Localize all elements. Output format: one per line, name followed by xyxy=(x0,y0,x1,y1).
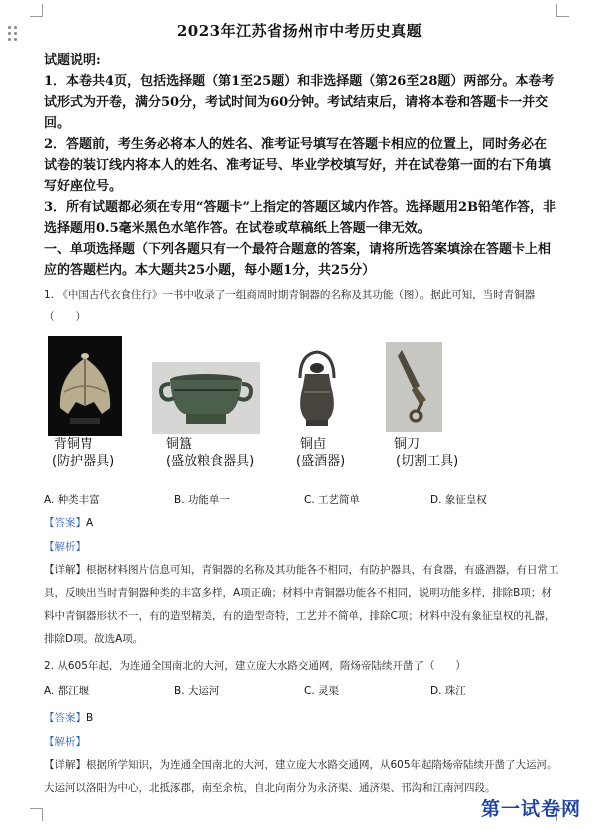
question-2-stem: 2. 从605年起，为连通全国南北的大河，建立庞大水路交通网，隋炀帝陆续开凿了（ ） xyxy=(44,660,466,672)
q2-answer xyxy=(44,706,560,730)
figure-knife-name: 铜刀 xyxy=(394,437,421,452)
instruction-2: 2．答题前，考生务必将本人的姓名、准考证号填写在答题卡相应的位置上，同时务必在试卷的装订线内将本人的姓名、准考证号、毕业学校填写好，并在试卷第一面的右下角填写好座位号。 xyxy=(44,137,552,194)
q2-option-b[interactable]: B. 大运河 xyxy=(174,685,220,697)
figure-helmet-function: (防护器具) xyxy=(52,454,115,469)
q2-detail-label: 【详解】 xyxy=(44,759,86,771)
document-body xyxy=(44,50,560,800)
q2-option-c[interactable]: C. 灵渠 xyxy=(304,685,340,697)
figure-gui-function: (盛放粮食器具) xyxy=(166,454,255,469)
crop-mark-top-right xyxy=(556,4,569,17)
instruction-3: 3．所有试题都必须在专用“答题卡”上指定的答题区域内作答。选择题用2B铅笔作答，非选择题用0.5毫米黑色水笔作答。在试卷或草稿纸上答题一律无效。 xyxy=(44,200,557,236)
figure-helmet-name: 背铜胄 xyxy=(54,437,94,452)
q2-option-a[interactable]: A. 都江堰 xyxy=(44,685,90,697)
q1-detail xyxy=(44,559,560,651)
site-watermark: 第一试卷网 xyxy=(480,798,581,820)
instructions-heading: 试题说明: xyxy=(44,53,101,68)
q2-option-d[interactable]: D. 珠江 xyxy=(430,685,466,697)
q1-option-d[interactable]: D. 象征皇权 xyxy=(430,494,487,506)
q1-option-a[interactable]: A. 种类丰富 xyxy=(44,494,100,506)
q1-detail-label: 【详解】 xyxy=(44,564,86,576)
q1-detail-text: 根据材料图片信息可知，青铜器的名称及其功能各不相同，有防护器具，有食器，有盛酒器，有日常工具，反映出当时青铜器种类的丰富多样，A项正确；材料中青铜器功能各不相同，说明功能多样，排除B项；材料中青铜器形状不一，有的造型精美，有的造型奇特，工艺并不简单，排除C项；材料中没有象征皇权的礼器，排除D项。故选A项。 xyxy=(44,564,559,645)
crop-mark-top-left xyxy=(30,4,43,17)
bronze-gui-image xyxy=(152,362,260,434)
question-2-options xyxy=(44,681,560,702)
q2-detail-text: 根据所学知识，为连通全国南北的大河，建立庞大水路交通网，从605年起隋炀帝陆续开凿了大运河。大运河以洛阳为中心，北抵涿郡，南至余杭，自北向南分为永济渠、通济渠、邗沟和江南河四段。 xyxy=(44,759,558,794)
instruction-1: 1．本卷共4页，包括选择题（第1至25题）和非选择题（第26至28题）两部分。本卷考试形式为开卷，满分50分，考试时间为60分钟。考试结束后，请将本卷和答题卡一并交回。 xyxy=(44,74,555,131)
bronze-helmet-image xyxy=(48,336,122,436)
bronze-you-image xyxy=(292,348,342,432)
question-1-stem: 1. 《中国古代衣食住行》一书中收录了一组商周时期青铜器的名称及其功能（图）。据此可知，当时青铜器（ ） xyxy=(44,289,536,323)
question-1-figures xyxy=(44,336,560,476)
figure-knife-function: (切割工具) xyxy=(396,454,459,469)
q2-answer-value: B xyxy=(86,712,94,724)
section-heading: 一、单项选择题（下列各题只有一个最符合题意的答案，请将所选答案填涂在答题卡上相应的答题栏内。本大题共25小题，每小题1分，共25分） xyxy=(44,242,552,278)
question-1-options xyxy=(44,490,560,511)
page-title: 2023年江苏省扬州市中考历史真题 xyxy=(176,22,423,40)
q1-answer-label: 【答案】 xyxy=(44,517,86,529)
q1-analysis-label: 【解析】 xyxy=(44,541,86,553)
figure-you-name: 铜卣 xyxy=(300,437,327,452)
crop-mark-bottom-left xyxy=(30,808,43,821)
bronze-knife-image xyxy=(386,342,442,432)
q2-analysis-label: 【解析】 xyxy=(44,736,86,748)
q1-answer-value: A xyxy=(86,517,94,529)
figure-you-function: (盛酒器) xyxy=(296,454,346,469)
q1-option-b[interactable]: B. 功能单一 xyxy=(174,494,230,506)
figure-gui-name: 铜簋 xyxy=(166,437,193,452)
q1-option-c[interactable]: C. 工艺简单 xyxy=(304,494,361,506)
q1-answer xyxy=(44,511,560,535)
q2-answer-label: 【答案】 xyxy=(44,712,86,724)
